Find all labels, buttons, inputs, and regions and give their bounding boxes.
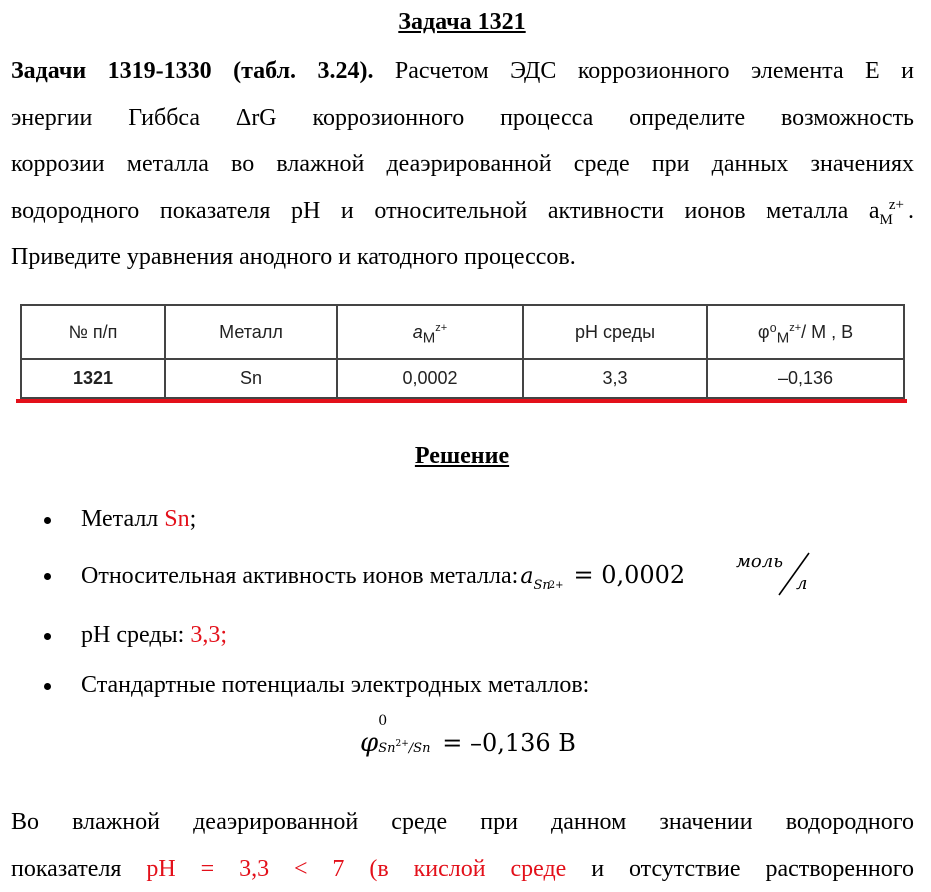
conclusion-line-2: показателя рН = 3,3 < 7 (в кислой среде и отсутствие растворенного — [11, 846, 914, 892]
potential-formula: φ 0 $Sn^{2+}/Sn$ = –0,136 В — [360, 728, 576, 758]
header-potential: $\varphi^0_M^{z+}/$ M , В — [707, 305, 904, 359]
activity-value: = 0,0002 — [573, 561, 685, 589]
task-range-label: Задачи 1319-1330 (табл. 3.24). — [11, 58, 373, 84]
statement-line-2: энергии Гиббса ΔrG коррозионного процесса определите возможность — [11, 95, 914, 142]
cell-metal: Sn — [165, 359, 337, 398]
bullet-dot — [44, 517, 51, 524]
cell-potential: –0,136 — [707, 359, 904, 398]
table-row — [21, 359, 904, 398]
header-metal: Металл — [165, 305, 337, 359]
header-activity: $a_M^{z+}$ — [337, 305, 523, 359]
potential-value: = –0,136 В — [442, 729, 576, 757]
bullet-dot — [44, 573, 51, 580]
task-title: Задача 1321 — [0, 6, 924, 38]
header-number: № п/п — [21, 305, 165, 359]
cell-activity: 0,0002 — [337, 359, 523, 398]
bullet-dot — [44, 633, 51, 640]
acidic-condition: рН = 3,3 < 7 (в кислой среде — [146, 856, 566, 882]
unit-mol-per-liter: моль л — [734, 551, 814, 599]
conclusion-line-1: Во влажной деаэрированной среде при данном значении водородного — [11, 799, 914, 846]
cell-number: 1321 — [21, 359, 165, 398]
conclusion-paragraph — [11, 799, 914, 892]
statement-line-1: Задачи 1319-1330 (табл. 3.24). Расчетом ЭДС коррозионного элемента Е и — [11, 48, 914, 95]
statement-line-4: водородного показателя рН и относительной активности ионов металла $a_M^{z+}$ . — [11, 188, 914, 235]
problem-statement — [11, 48, 914, 281]
data-table — [20, 304, 905, 399]
table-header-row — [21, 305, 904, 359]
statement-line-5: Приведите уравнения анодного и катодного процессов. — [11, 234, 914, 281]
red-underline-divider — [16, 399, 907, 403]
statement-line-3: коррозии металла во влажной деаэрированной среде при данных значениях — [11, 141, 914, 188]
metal-value: Sn — [164, 506, 189, 532]
bullet-dot — [44, 683, 51, 690]
cell-ph: 3,3 — [523, 359, 707, 398]
solution-title: Решение — [0, 440, 924, 472]
header-ph: рН среды — [523, 305, 707, 359]
ph-value: 3,3; — [190, 622, 227, 648]
